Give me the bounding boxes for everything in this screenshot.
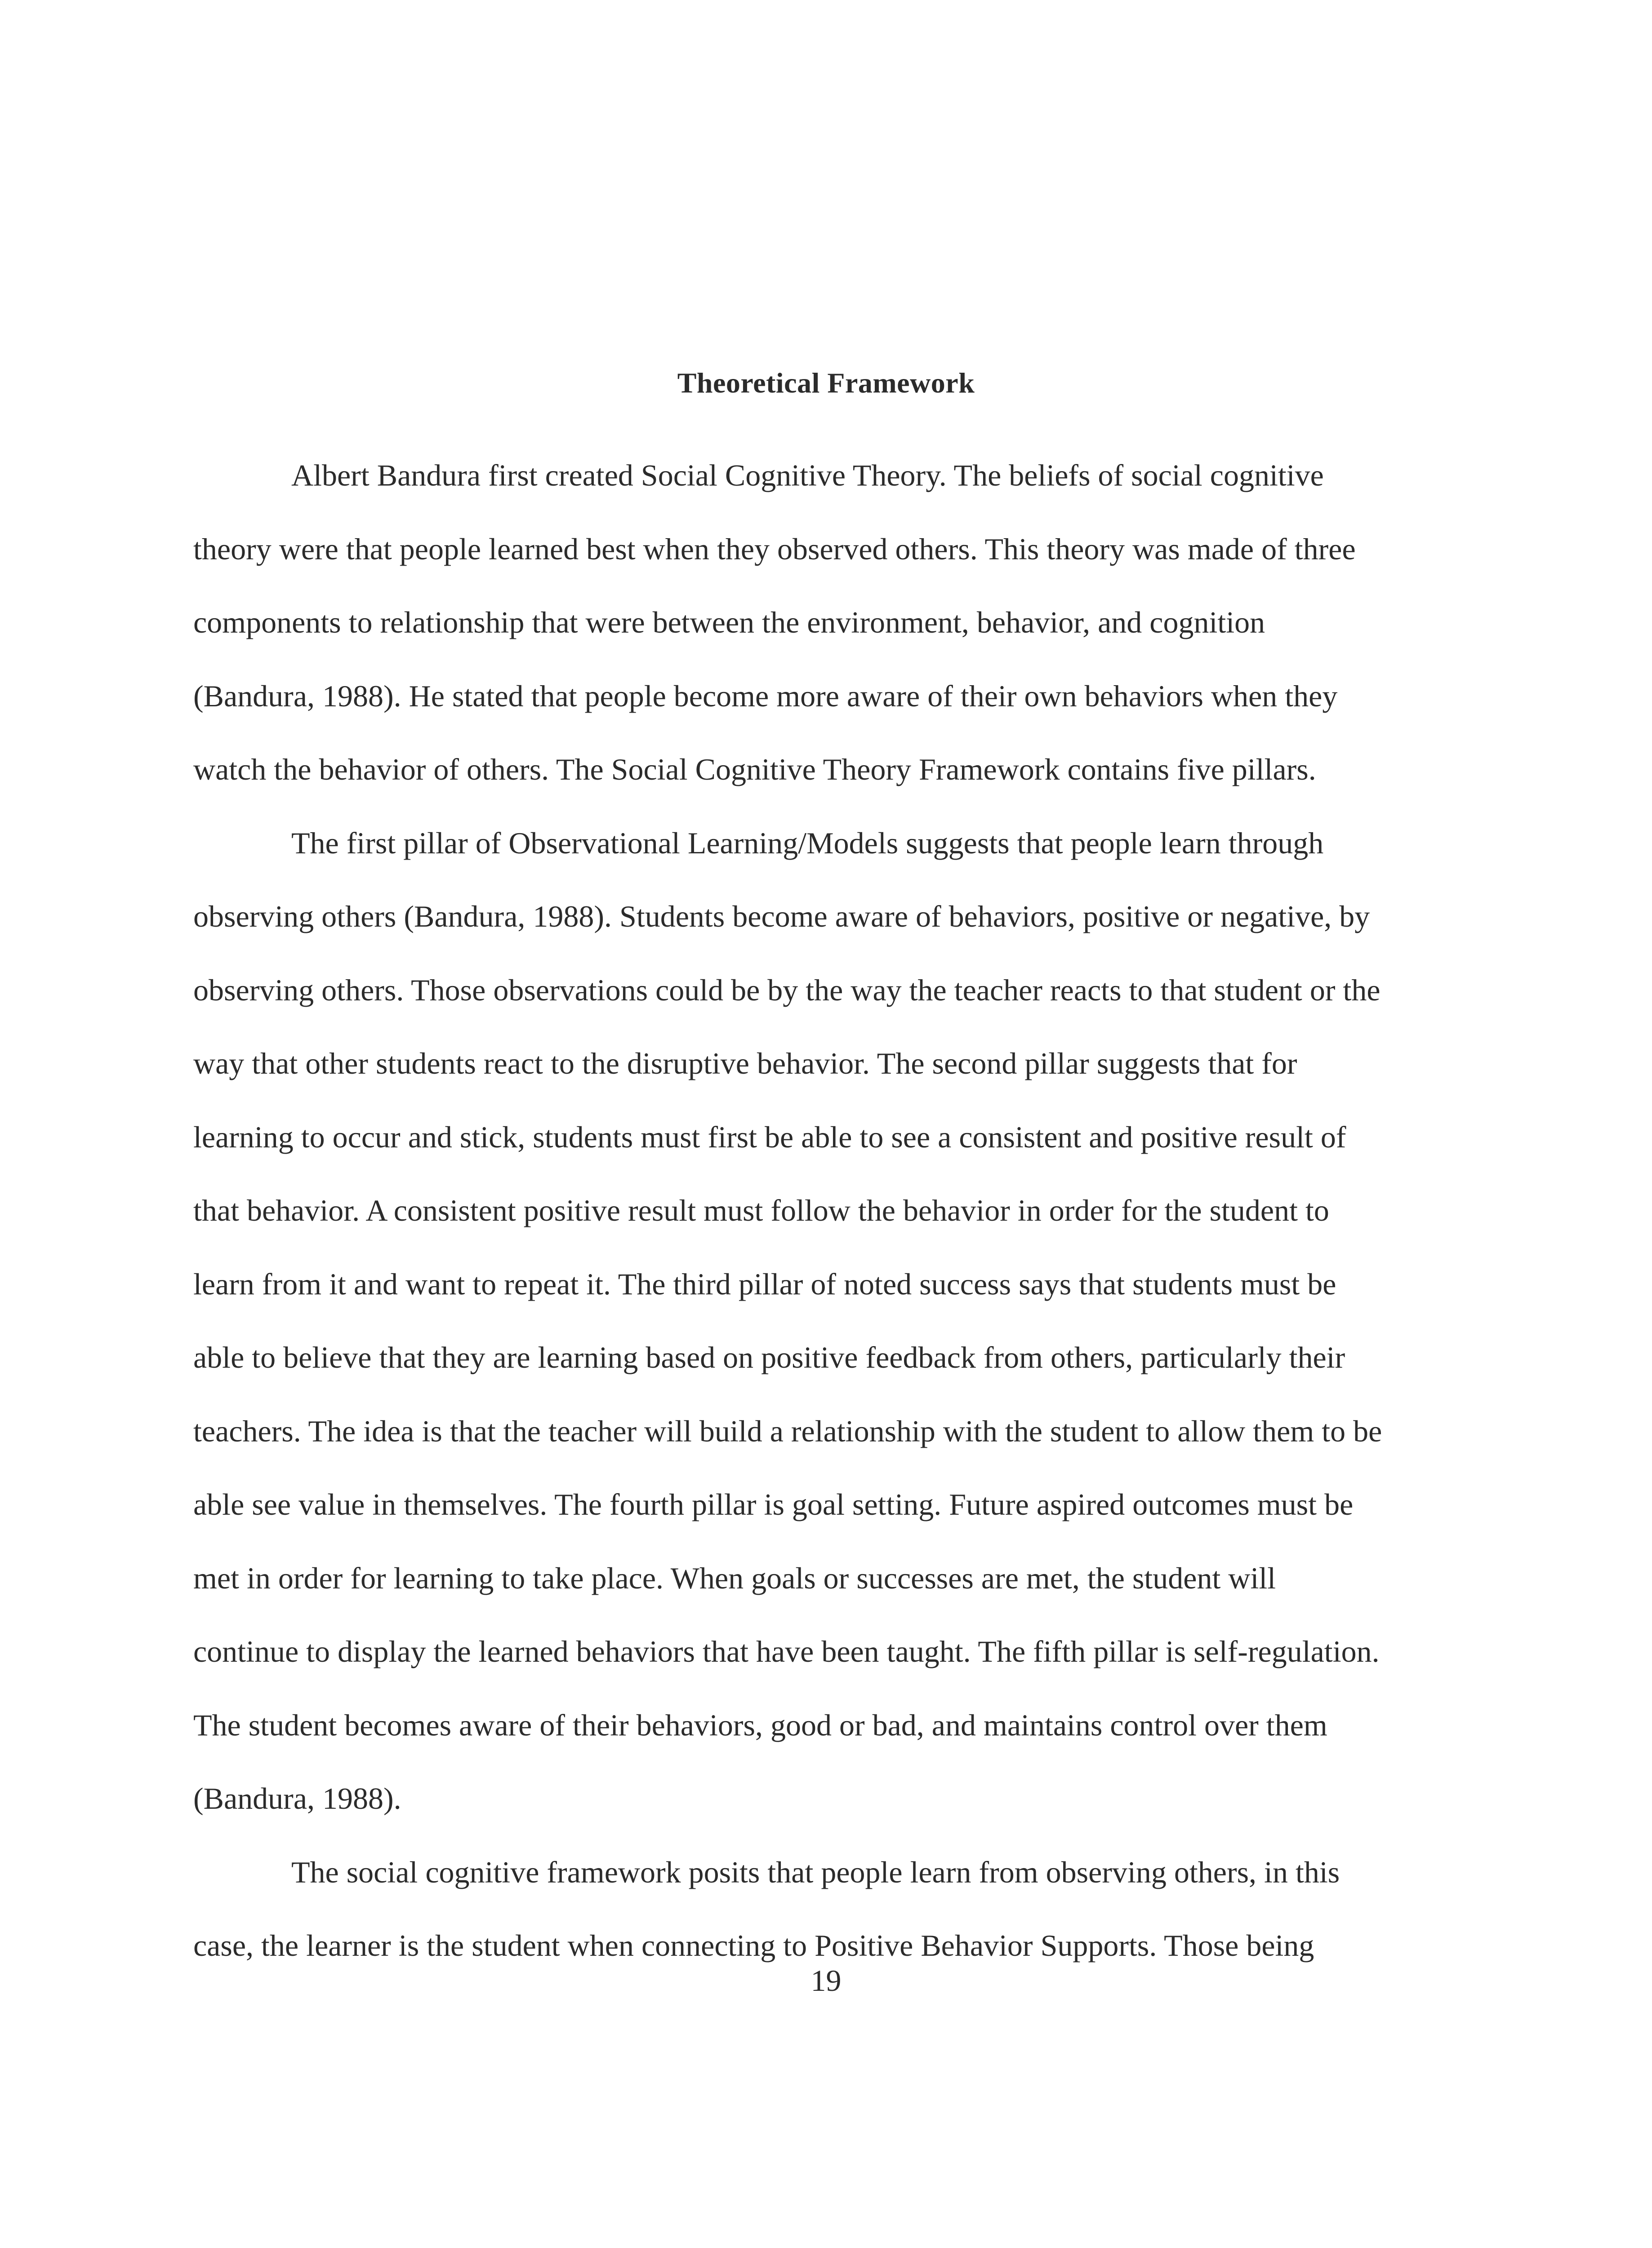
body-text: [193, 439, 1456, 1983]
text-line: Albert Bandura first created Social Cognitive Theory. The beliefs of social cognitive: [291, 458, 1324, 492]
text-line: components to relationship that were between the environment, behavior, and cognition: [193, 605, 1265, 639]
section-heading: Theoretical Framework: [677, 367, 975, 399]
text-line: way that other students react to the disruptive behavior. The second pillar suggests that for: [193, 1046, 1297, 1080]
text-line: continue to display the learned behaviors that have been taught. The fifth pillar is self-regulation.: [193, 1634, 1380, 1668]
page-number: 19: [810, 1963, 842, 1998]
text-line: learn from it and want to repeat it. The third pillar of noted success says that students must be: [193, 1267, 1336, 1301]
text-line: met in order for learning to take place. When goals or successes are met, the student will: [193, 1561, 1276, 1595]
text-line: theory were that people learned best when they observed others. This theory was made of three: [193, 531, 1356, 566]
text-line: learning to occur and stick, students must first be able to see a consistent and positive result of: [193, 1120, 1346, 1154]
text-line: The social cognitive framework posits that people learn from observing others, in this: [291, 1855, 1340, 1889]
text-line: able see value in themselves. The fourth pillar is goal setting. Future aspired outcomes must be: [193, 1487, 1354, 1521]
text-line: observing others. Those observations could be by the way the teacher reacts to that student or the: [193, 972, 1380, 1007]
text-line: (Bandura, 1988).: [193, 1781, 401, 1815]
text-line: teachers. The idea is that the teacher will build a relationship with the student to allow them to be: [193, 1414, 1382, 1448]
text-line: observing others (Bandura, 1988). Students become aware of behaviors, positive or negative, by: [193, 899, 1370, 933]
text-line: The student becomes aware of their behaviors, good or bad, and maintains control over them: [193, 1708, 1327, 1742]
text-line: watch the behavior of others. The Social Cognitive Theory Framework contains five pillars.: [193, 752, 1316, 786]
text-line: able to believe that they are learning based on positive feedback from others, particularly their: [193, 1340, 1345, 1374]
text-line: case, the learner is the student when connecting to Positive Behavior Supports. Those being: [193, 1928, 1314, 1963]
text-line: (Bandura, 1988). He stated that people become more aware of their own behaviors when they: [193, 678, 1338, 713]
text-line: that behavior. A consistent positive result must follow the behavior in order for the student to: [193, 1193, 1329, 1227]
text-line: The first pillar of Observational Learning/Models suggests that people learn through: [291, 825, 1324, 860]
